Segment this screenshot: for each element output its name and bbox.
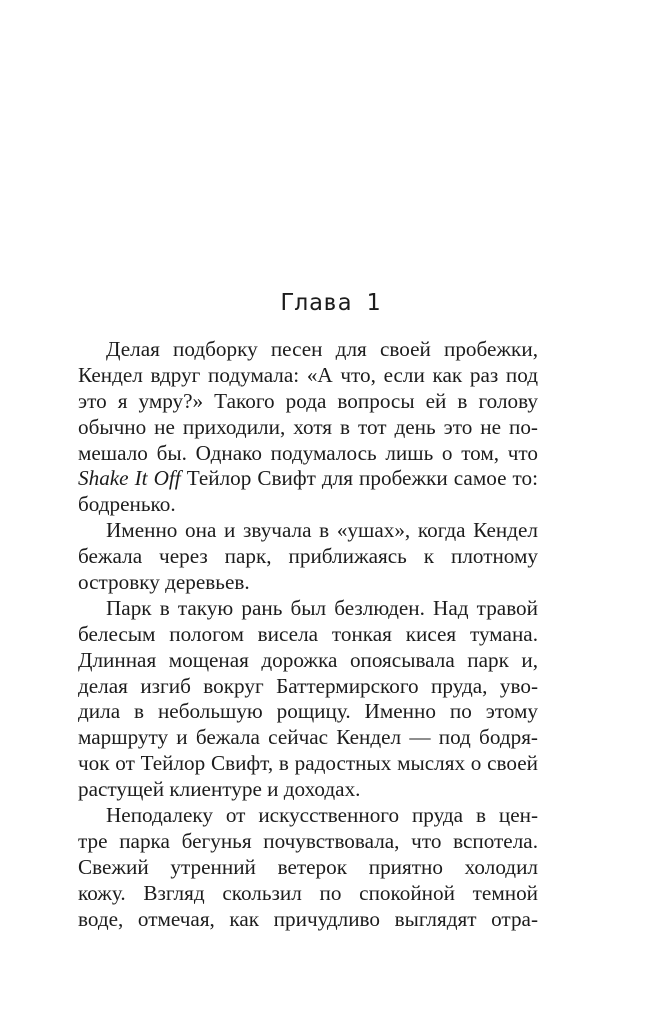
text-line-content: растущей клиентуре и доходах. [78,777,361,802]
text-line [78,648,538,674]
text-line [78,544,538,570]
body-text [78,337,538,932]
text-line [78,389,538,415]
text-line-content: мешало бы. Однако подумалось лишь о том, что [78,440,538,465]
text-line [78,803,538,829]
text-line-content: дила в небольшую рощицу. Именно по этому [78,699,538,724]
text-line-content: воде, отмечая, как причудливо выглядят отра- [78,906,538,931]
text-line-content: бодренько. [78,492,176,517]
text-line [78,855,538,881]
text-line-content: кожу. Взгляд скользил по спокойной темной [78,880,538,905]
text-line [78,518,538,544]
text-line-content: островку деревьев. [78,570,250,595]
text-line-content: бежала через парк, приближаясь к плотному [78,544,538,569]
text-line [78,337,538,363]
text-line-content: Длинная мощеная дорожка опоясывала парк и, [78,647,538,672]
text-line-content: делая изгиб вокруг Баттермирского пруда, уво- [78,673,538,698]
text-line [78,415,538,441]
text-line [78,907,538,933]
text-line-content: Тейлор Свифт для пробежки самое то: [180,466,539,491]
text-line [78,466,538,492]
italic-song-title: Shake It Off [78,466,181,491]
text-line [78,777,538,803]
chapter-title: Глава 1 [280,290,381,316]
text-line [78,699,538,725]
text-line [78,622,538,648]
text-line-content: Свежий утренний ветерок приятно холодил [78,854,538,879]
text-line-content: чок от Тейлор Свифт, в радостных мыслях о своей [78,751,538,776]
text-line-content: Делая подборку песен для своей пробежки, [106,337,538,361]
text-line-content: белесым пологом висела тонкая кисея тумана. [78,621,538,646]
text-line-content: Именно она и звучала в «ушах», когда Кендел [106,518,538,543]
text-line [78,596,538,622]
text-line-content: тре парка бегунья почувствовала, что вспотела. [78,828,538,853]
text-line [78,441,538,467]
text-line [78,674,538,700]
text-line [78,363,538,389]
text-line-content: обычно не приходили, хотя в тот день это не по- [78,414,538,439]
text-line [78,751,538,777]
text-line [78,725,538,751]
text-line-content: Кендел вдруг подумала: «А что, если как раз под [78,362,538,387]
text-line [78,881,538,907]
text-line [78,829,538,855]
text-line [78,492,538,518]
text-line-content: маршруту и бежала сейчас Кендел — под бодря- [78,725,538,750]
text-line-content: это я умру?» Такого рода вопросы ей в голову [78,388,538,413]
text-line-content: Парк в такую рань был безлюден. Над травой [106,595,538,620]
text-line [78,570,538,596]
text-line-content: Неподалеку от искусственного пруда в цен- [106,803,538,828]
